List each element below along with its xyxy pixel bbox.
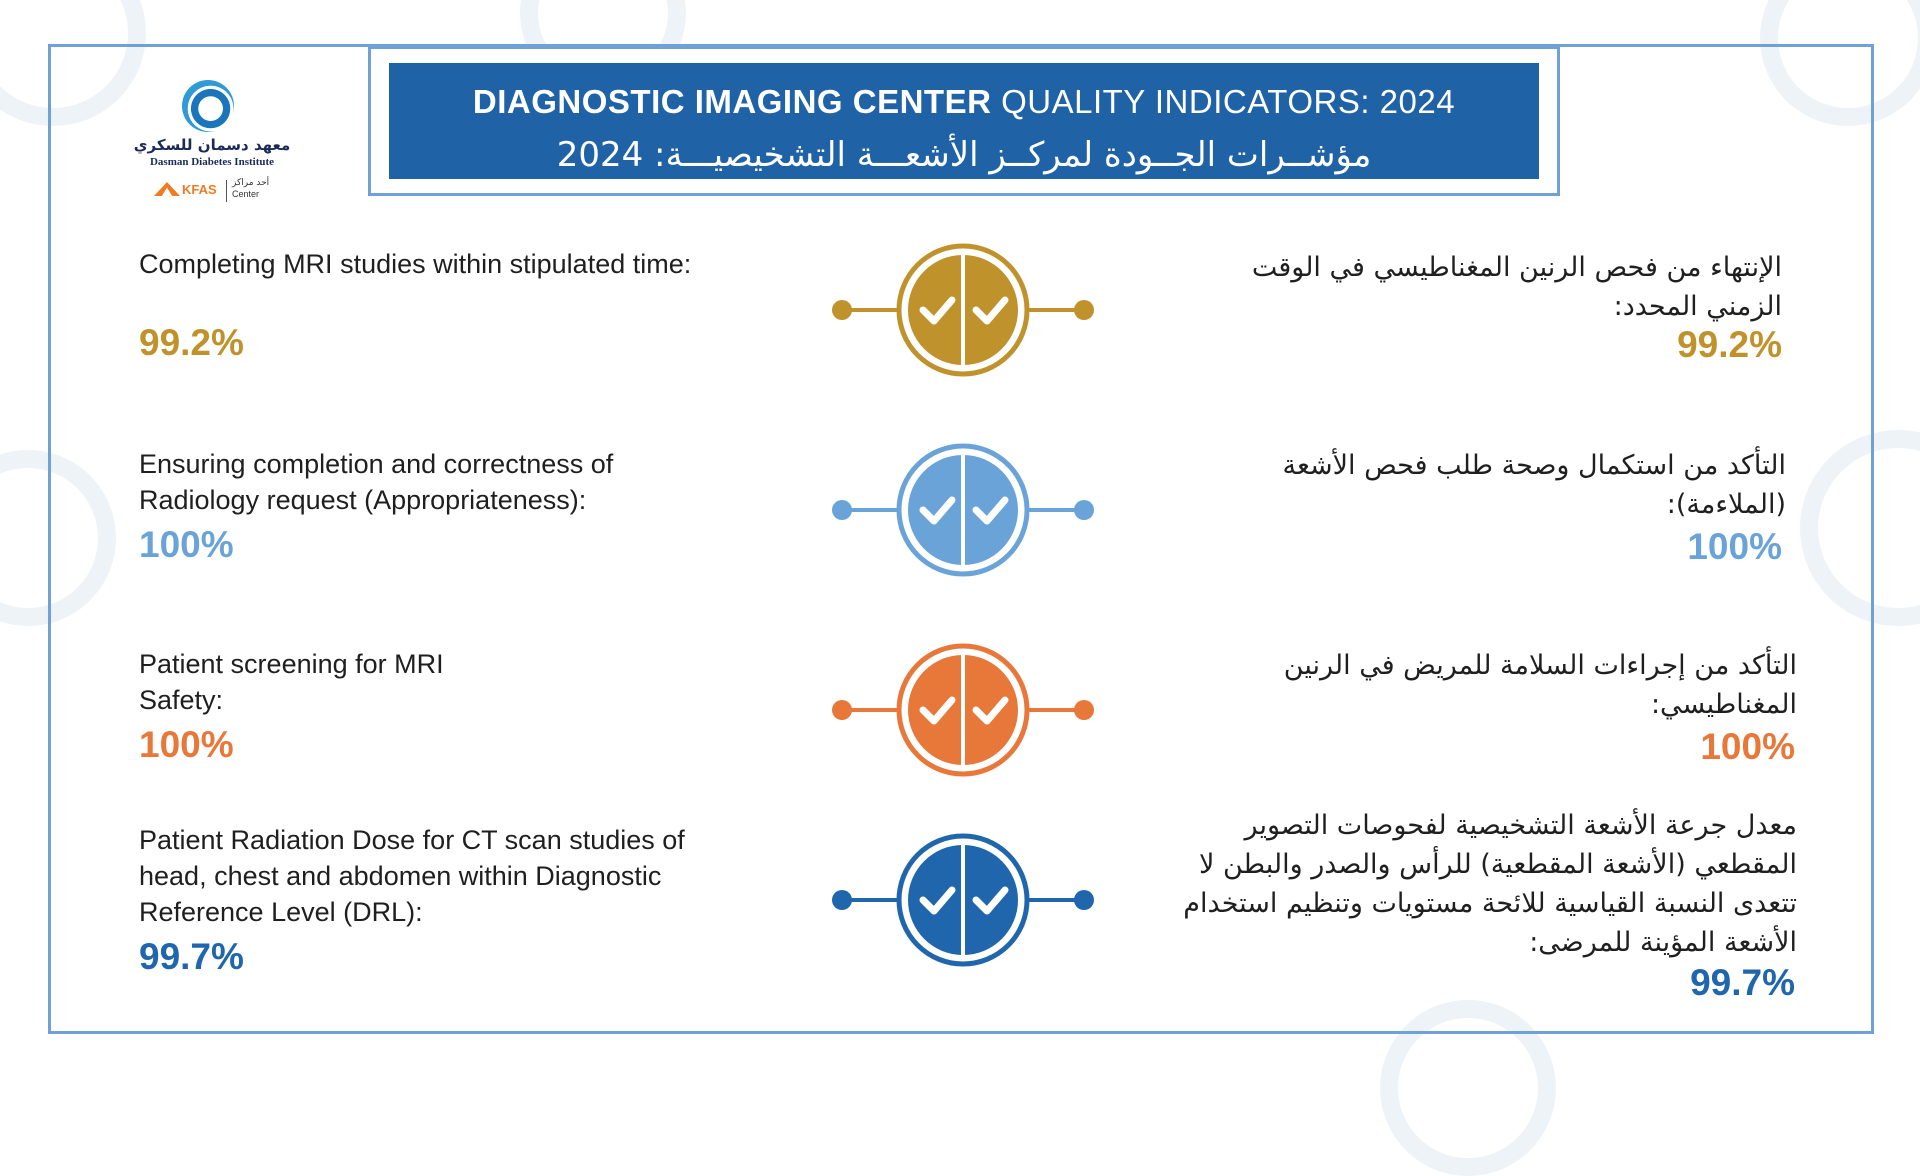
indicator-value-ar: 99.7%: [1690, 962, 1795, 1003]
indicator-label-ar: التأكد من استكمال وصحة طلب فحص الأشعة (الملاءمة):: [1282, 450, 1786, 520]
connector-dot-right: [1074, 500, 1094, 520]
double-check-icon: [830, 830, 1096, 970]
indicator-value-ar: 100%: [1700, 726, 1795, 767]
kfas-center-label: أحد مراكز Center: [232, 178, 270, 199]
indicator-value-en: 100%: [139, 724, 234, 765]
indicator-label-en: Ensuring completion and correctness of Radiology request (Appropriateness):: [139, 449, 614, 515]
connector-dot-left: [832, 500, 852, 520]
logo-name-en: Dasman Diabetes Institute: [149, 156, 275, 168]
connector-dot-right: [1074, 890, 1094, 910]
indicator-value-en: 100%: [139, 524, 234, 565]
connector-dot-right: [1074, 700, 1094, 720]
title-banner: [389, 63, 1539, 179]
page-title-en: DIAGNOSTIC IMAGING CENTER QUALITY INDICATORS: 2024: [472, 83, 1456, 120]
kfas-divider: [226, 180, 227, 202]
indicator-label-ar: الإنتهاء من فحص الرنين المغناطيسي في الوقت الزمني المحدد:: [1251, 252, 1782, 322]
double-check-icon: [830, 440, 1096, 580]
kfas-label: KFAS: [182, 182, 217, 197]
page-title-ar: مؤشــرات الجــودة لمركــز الأشعـــة التشخيصيـــة: 2024: [556, 135, 1372, 175]
connector-dot-left: [832, 700, 852, 720]
indicator-label-ar: معدل جرعة الأشعة التشخيصية لفحوصات التصوير المقطعي (الأشعة المقطعية) للرأس والصدر والبطن لا تتعدى النسبة القياسية للائحة مستويات وتنظيم استخدام الأشعة المؤينة للمرضى:: [1183, 810, 1797, 958]
indicator-value-ar: 99.2%: [1677, 324, 1782, 365]
connector-dot-left: [832, 300, 852, 320]
logo-name-ar: معهد دسمان للسكري: [133, 136, 291, 154]
kfas-mark-icon: [154, 182, 180, 196]
title-box: [368, 46, 1560, 196]
indicator-value-en: 99.7%: [139, 936, 244, 977]
indicator-value-ar: 100%: [1687, 526, 1782, 567]
double-check-icon: [830, 640, 1096, 780]
indicator-label-en: Patient Radiation Dose for CT scan studies of head, chest and abdomen within Diagnostic Reference Level (DRL):: [139, 825, 685, 927]
indicator-label-en: Completing MRI studies within stipulated time:: [139, 249, 692, 279]
indicator-value-en: 99.2%: [139, 322, 244, 363]
indicator-label-en: Patient screening for MRI Safety:: [139, 649, 444, 715]
connector-dot-right: [1074, 300, 1094, 320]
connector-dot-left: [832, 890, 852, 910]
dasman-logo-icon: [182, 80, 234, 132]
indicator-label-ar: التأكد من إجراءات السلامة للمريض في الرنين المغناطيسي:: [1283, 650, 1797, 720]
double-check-icon: [830, 240, 1096, 380]
kfas-logo: [154, 176, 274, 204]
